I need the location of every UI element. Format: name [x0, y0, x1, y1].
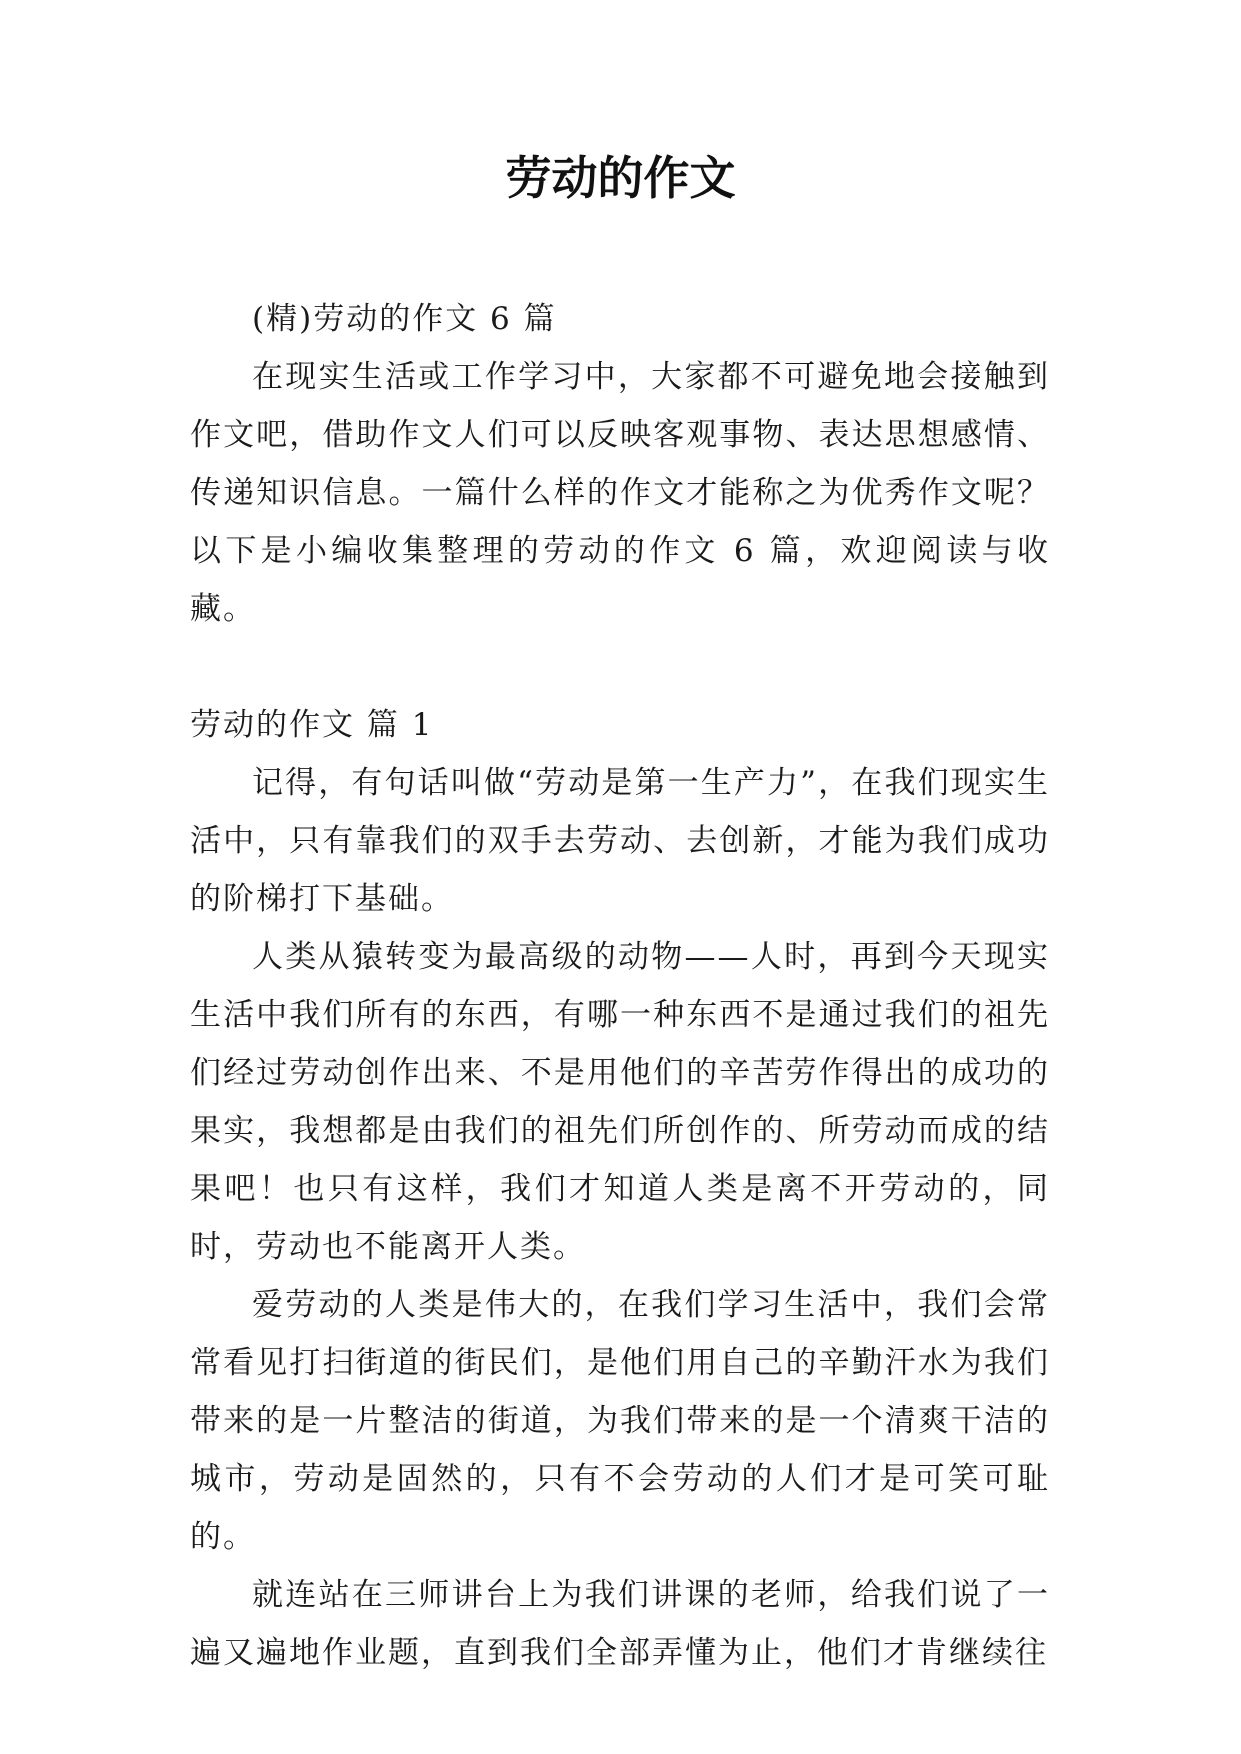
body-paragraph-1: 记得，有句话叫做“劳动是第一生产力”，在我们现实生活中，只有靠我们的双手去劳动、去创新，才能为我们成功的阶梯打下基础。 [190, 765, 1050, 917]
document-subtitle: (精)劳动的作文 6 篇 [252, 301, 557, 337]
document-body [190, 290, 1050, 1682]
document-title: 劳动的作文 [505, 151, 736, 205]
section-heading: 劳动的作文 篇 1 [190, 707, 434, 743]
body-paragraph-3: 爱劳动的人类是伟大的，在我们学习生活中，我们会常常看见打扫街道的街民们，是他们用自己的辛勤汗水为我们带来的是一片整洁的街道，为我们带来的是一个清爽干洁的城市，劳动是固然的，只有不会劳动的人们才是可笑可耻的。 [190, 1287, 1050, 1555]
body-paragraph-4: 就连站在三师讲台上为我们讲课的老师，给我们说了一遍又遍地作业题，直到我们全部弄懂为止，他们才肯继续往 [190, 1577, 1050, 1671]
intro-paragraph: 在现实生活或工作学习中，大家都不可避免地会接触到作文吧，借助作文人们可以反映客观事物、表达思想感情、传递知识信息。一篇什么样的作文才能称之为优秀作文呢？以下是小编收集整理的劳动的作文 6 篇，欢迎阅读与收藏。 [190, 359, 1050, 627]
body-paragraph-2: 人类从猿转变为最高级的动物——人时，再到今天现实生活中我们所有的东西，有哪一种东西不是通过我们的祖先们经过劳动创作出来、不是用他们的辛苦劳作得出的成功的果实，我想都是由我们的祖先们所创作的、所劳动而成的结果吧！也只有这样，我们才知道人类是离不开劳动的，同时，劳动也不能离开人类。 [190, 939, 1050, 1265]
